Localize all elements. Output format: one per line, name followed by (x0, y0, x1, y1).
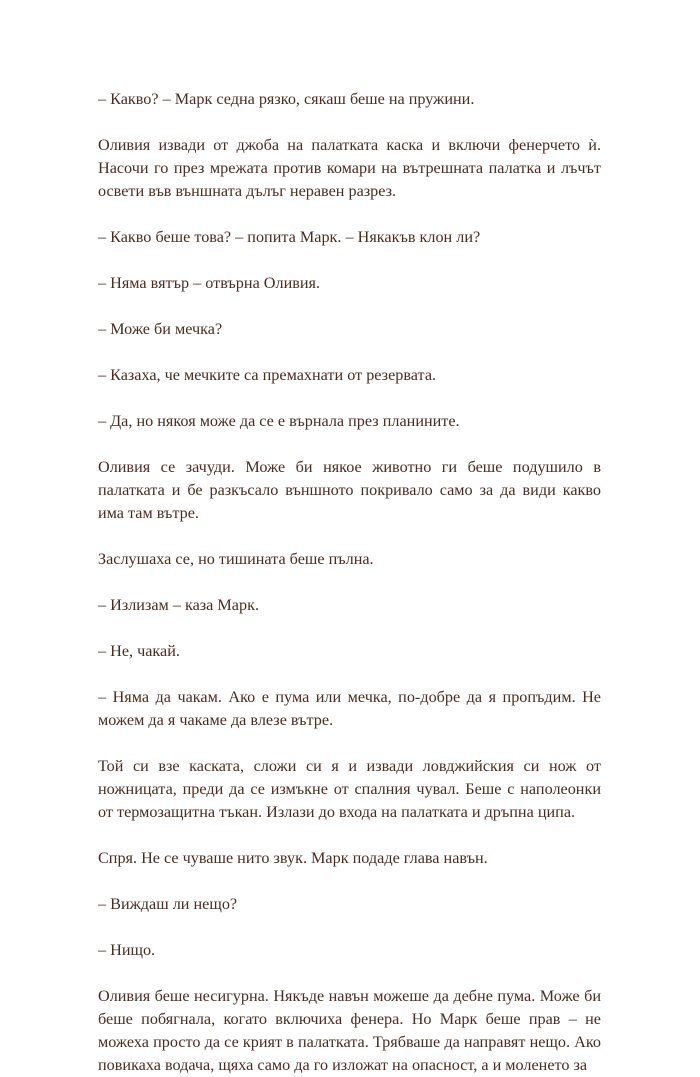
paragraph: Той си взе каската, сложи си я и извади ловджийския си нож от ножницата, преди да се измъкне от спалния чувал. Беше с наполеонки от термозащитна тъкан. Излази до входа на палатката и дръпна ципа. (98, 757, 601, 821)
paragraph: – Може би мечка? (98, 320, 223, 338)
paragraph: – Виждаш ли нещо? (98, 895, 238, 913)
paragraph: – Излизам – каза Марк. (98, 596, 259, 614)
paragraph: – Да, но някоя може да се е върнала през планините. (98, 412, 460, 430)
paragraph: Оливия беше несигурна. Някъде навън можеше да дебне пума. Може би беше побягнала, когато включиха фенера. Но Марк беше прав – не можеха просто да се крият в палатката. Трябваше да направят нещо. Ако повикаха водача, щяха само да го изложат на опасност, а и моленето за (98, 987, 601, 1074)
paragraph: – Казаха, че мечките са премахнати от резервата. (98, 366, 437, 384)
paragraph: – Нищо. (98, 941, 156, 959)
paragraph: – Няма вятър – отвърна Оливия. (98, 274, 321, 292)
paragraph: – Какво? – Марк седна рязко, сякаш беше на пружини. (98, 90, 475, 108)
paragraph: – Какво беше това? – попита Марк. – Някакъв клон ли? (98, 228, 481, 246)
paragraph: Спря. Не се чуваше нито звук. Марк подаде глава навън. (98, 849, 488, 867)
paragraph: – Не, чакай. (98, 642, 180, 660)
paragraph: Оливия извади от джоба на палатката каска и включи фенерчето ѝ. Насочи го през мрежата против комари на вътрешната палатка и лъчът освети във външната дълъг неравен разрез. (98, 136, 601, 200)
body-text (98, 88, 601, 1077)
paragraph: Оливия се зачуди. Може би някое животно ги беше подушило в палатката и бе разкъсало външното покривало само за да види какво има там вътре. (98, 458, 601, 522)
paragraph: – Няма да чакам. Ако е пума или мечка, по-добре да я пропъдим. Не можем да я чакаме да влезе вътре. (98, 688, 601, 729)
paragraph: Заслушаха се, но тишината беше пълна. (98, 550, 374, 568)
